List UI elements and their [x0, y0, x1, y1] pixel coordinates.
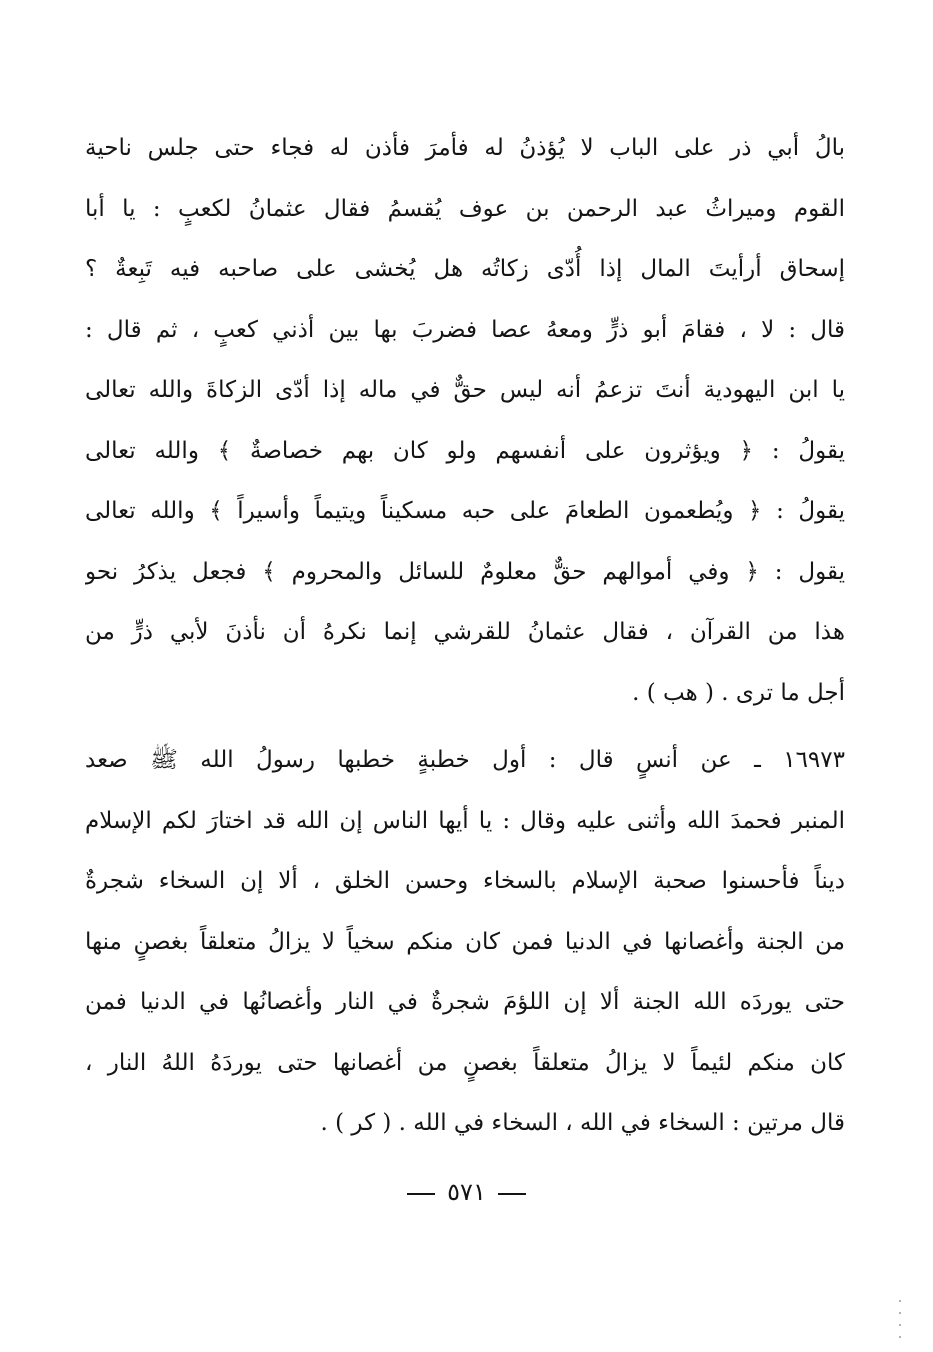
text-line: يقول : ﴿ وفي أموالهم حقٌّ معلومٌ للسائل والمحروم ﴾ فجعل يذكرُ نحو [85, 558, 845, 585]
scan-speck [899, 1312, 901, 1314]
text-line: قال مرتين : السخاء في الله ، السخاء في الله . ( كر ) . [320, 1110, 845, 1136]
text-line: حتى يوردَه الله الجنة ألا إن اللؤمَ شجرةٌ في النار وأغصانُها في الدنيا فمن [85, 989, 845, 1015]
text-line: هذا من القرآن ، فقال عثمانُ للقرشي إنما نكرهُ أن نأذنَ لأبي ذرٍّ من [85, 619, 845, 645]
text-line: من الجنة وأغصانها في الدنيا فمن كان منكم سخياً لا يزالُ متعلقاً بغصنٍ منها [85, 928, 845, 955]
text-line: يقولُ : ﴿ ويؤثرون على أنفسهم ولو كان بهم خصاصةٌ ﴾ والله تعالى [85, 437, 845, 464]
text-line: المنبر فحمدَ الله وأثنى عليه وقال : يا أيها الناس إن الله قد اختارَ لكم الإسلام [85, 807, 845, 834]
text-line: قال : لا ، فقامَ أبو ذرٍّ ومعهُ عصا فضربَ بها بين أذني كعبٍ ، ثم قال : [85, 316, 845, 343]
scan-speck [899, 1336, 901, 1338]
text-line: يا ابن اليهودية أنتَ تزعمُ أنه ليس حقٌّ في ماله إذا أدّى الزكاةَ والله تعالى [85, 377, 845, 403]
paragraph-2 [85, 730, 845, 1154]
scan-speck [899, 1324, 901, 1326]
scan-speck [899, 1300, 901, 1302]
page-number: ٥٧١ [447, 1178, 486, 1206]
text-line: بالُ أبي ذر على الباب لا يُؤذنُ له فأمرَ فأذن له فجاء حتى جلس ناحية [85, 135, 845, 161]
page-footer [0, 1178, 933, 1206]
text-line: ديناً فأحسنوا صحبة الإسلام بالسخاء وحسن الخلق ، ألا إن السخاء شجرةٌ [85, 868, 845, 894]
text-line: أجل ما ترى . ( هب ) . [632, 679, 845, 706]
text-line: القوم وميراثُ عبد الرحمن بن عوف يُقسمُ فقال عثمانُ لكعبٍ : يا أبا [85, 195, 845, 222]
paragraph-1 [85, 118, 845, 723]
text-line: ١٦٩٧٣ ـ عن أنسٍ قال : أول خطبةٍ خطبها رسولُ الله ﷺ صعد [85, 747, 845, 773]
text-line: يقولُ : ﴿ ويُطعمون الطعامَ على حبه مسكيناً ويتيماً وأسيراً ﴾ والله تعالى [85, 498, 845, 524]
footer-dash [407, 1193, 435, 1195]
text-line: كان منكم لئيماً لا يزالُ متعلقاً بغصنٍ من أغصانها حتى يوردَهُ اللهُ النار ، [85, 1049, 845, 1076]
text-line: إسحاق أرأيتَ المال إذا أُدّى زكاتُه هل يُخشى على صاحبه فيه تَبِعةٌ ؟ [85, 256, 845, 282]
footer-dash [498, 1193, 526, 1195]
